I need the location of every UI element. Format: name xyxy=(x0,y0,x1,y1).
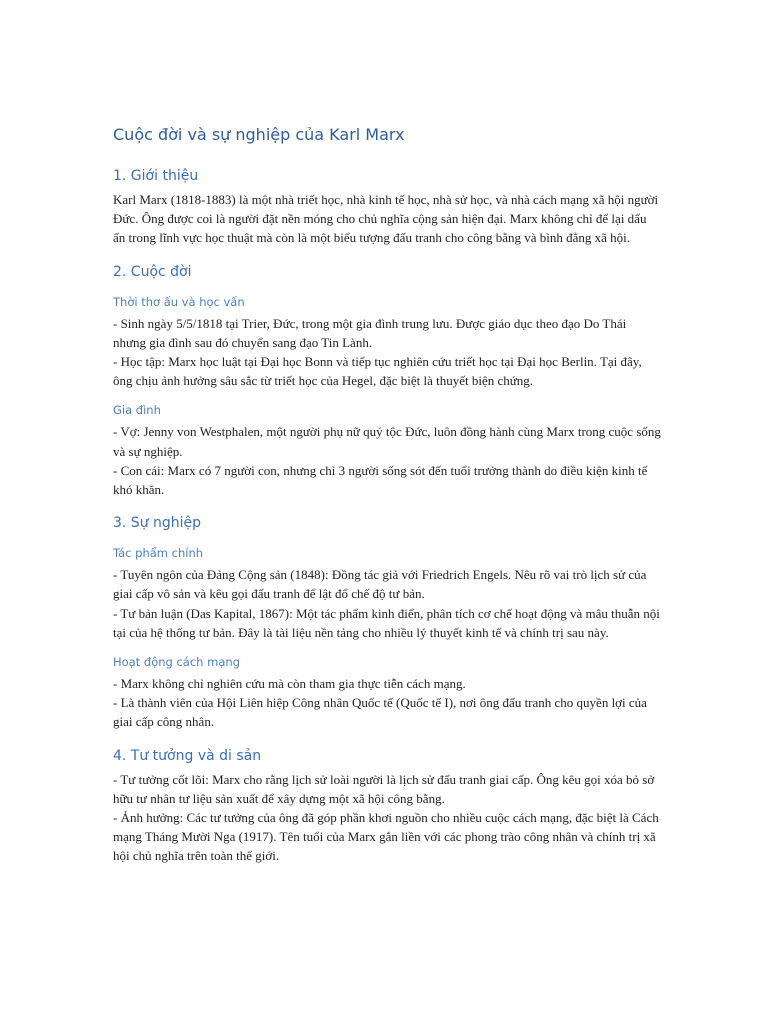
subsection-heading: Hoạt động cách mạng xyxy=(113,655,240,670)
section-life xyxy=(113,262,661,500)
section-heading: 1. Giới thiệu xyxy=(113,168,199,184)
paragraph-line: - Con cái: Marx có 7 người con, nhưng chỉ 3 người sống sót đến tuổi trưởng thành do điều kiện kinh tế khó khăn. xyxy=(113,462,648,498)
section-paragraph: Karl Marx (1818-1883) là một nhà triết học, nhà kinh tế học, nhà sử học, và nhà cách mạng xã hội người Đức. Ông được coi là người đặt nền móng cho chủ nghĩa cộng sản hiện đại. Marx không chỉ để lại dấu ấn trong lĩnh vực học thuật mà còn là một biểu tượng đấu tranh cho công bằng và bình đẳng xã hội. xyxy=(113,192,659,246)
document-page xyxy=(113,124,661,866)
subsection-main-works xyxy=(113,545,661,642)
subsection-revolutionary-activity xyxy=(113,654,661,732)
subsection-childhood xyxy=(113,294,661,391)
section-heading: 2. Cuộc đời xyxy=(113,263,192,280)
subsection-family xyxy=(113,402,661,499)
paragraph-line: - Học tập: Marx học luật tại Đại học Bonn và tiếp tục nghiên cứu triết học tại Đại học Berlin. Tại đây, ông chịu ảnh hưởng sâu sắc từ triết học của Hegel, đặc biệt là thuyết biện chứng. xyxy=(113,354,642,389)
subsection-heading: Thời thơ ấu và học vấn xyxy=(113,294,245,309)
section-heading: 3. Sự nghiệp xyxy=(113,515,202,532)
paragraph-line: - Tư bản luận (Das Kapital, 1867): Một tác phẩm kinh điển, phân tích cơ chế hoạt động và mâu thuẫn nội tại của hệ thống tư bản. Đây là tài liệu nền tảng cho nhiều lý thuyết kinh tế và chính trị sau này. xyxy=(113,605,660,640)
section-ideas-legacy xyxy=(113,746,661,866)
section-career xyxy=(113,513,661,731)
subsection-heading: Tác phẩm chính xyxy=(113,546,204,561)
paragraph-line: - Sinh ngày 5/5/1818 tại Trier, Đức, trong một gia đình trung lưu. Được giáo dục theo đạo Do Thái nhưng gia đình sau đó chuyển sang đạo Tin Lành. xyxy=(113,315,627,350)
document-title: Cuộc đời và sự nghiệp của Karl Marx xyxy=(113,125,405,144)
paragraph-line: - Ảnh hưởng: Các tư tưởng của ông đã góp phần khơi nguồn cho nhiều cuộc cách mạng, đặc biệt là Cách mạng Tháng Mười Nga (1917). Tên tuổi của Marx gắn liền với các phong trào công nhân và chính trị xã hội chủ nghĩa trên toàn thế giới. xyxy=(113,810,659,864)
paragraph-line: - Tư tưởng cốt lõi: Marx cho rằng lịch sử loài người là lịch sử đấu tranh giai cấp. Ông kêu gọi xóa bỏ sở hữu tư nhân tư liệu sản xuất để xây dựng một xã hội công bằng. xyxy=(113,771,655,806)
section-heading: 4. Tư tưởng và di sản xyxy=(113,747,262,764)
subsection-heading: Gia đình xyxy=(113,403,161,418)
section-introduction xyxy=(113,166,661,248)
paragraph-line: - Vợ: Jenny von Westphalen, một người phụ nữ quý tộc Đức, luôn đồng hành cùng Marx trong cuộc sống và sự nghiệp. xyxy=(113,424,661,459)
paragraph-line: - Marx không chỉ nghiên cứu mà còn tham gia thực tiễn cách mạng. xyxy=(113,676,466,692)
paragraph-line: - Tuyên ngôn của Đảng Cộng sản (1848): Đồng tác giả với Friedrich Engels. Nêu rõ vai trò lịch sử của giai cấp vô sản và kêu gọi đấu tranh để lật đổ chế độ tư bản. xyxy=(113,567,647,602)
paragraph-line: - Là thành viên của Hội Liên hiệp Công nhân Quốc tế (Quốc tế I), nơi ông đấu tranh cho quyền lợi của giai cấp công nhân. xyxy=(113,695,647,730)
